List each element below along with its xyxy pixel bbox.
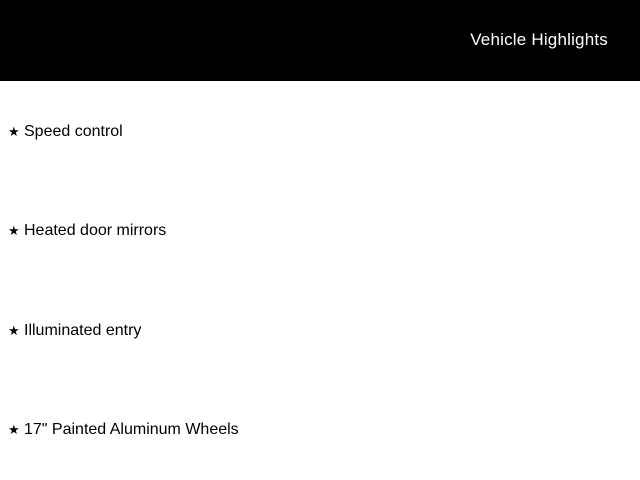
star-bullet-icon: ★ xyxy=(8,125,20,140)
list-item xyxy=(8,124,123,140)
list-item xyxy=(8,323,141,339)
list-item-label: 17" Painted Aluminum Wheels xyxy=(24,421,239,438)
star-bullet-icon: ★ xyxy=(8,423,20,438)
list-item xyxy=(8,422,239,438)
star-bullet-icon: ★ xyxy=(8,224,20,239)
list-item xyxy=(8,223,166,239)
list-item-label: Illuminated entry xyxy=(24,322,142,339)
list-item-label: Heated door mirrors xyxy=(24,222,167,239)
star-bullet-icon: ★ xyxy=(8,324,20,339)
highlights-list xyxy=(0,81,640,480)
list-item-label: Speed control xyxy=(24,123,123,140)
page-title: Vehicle Highlights xyxy=(470,30,608,49)
